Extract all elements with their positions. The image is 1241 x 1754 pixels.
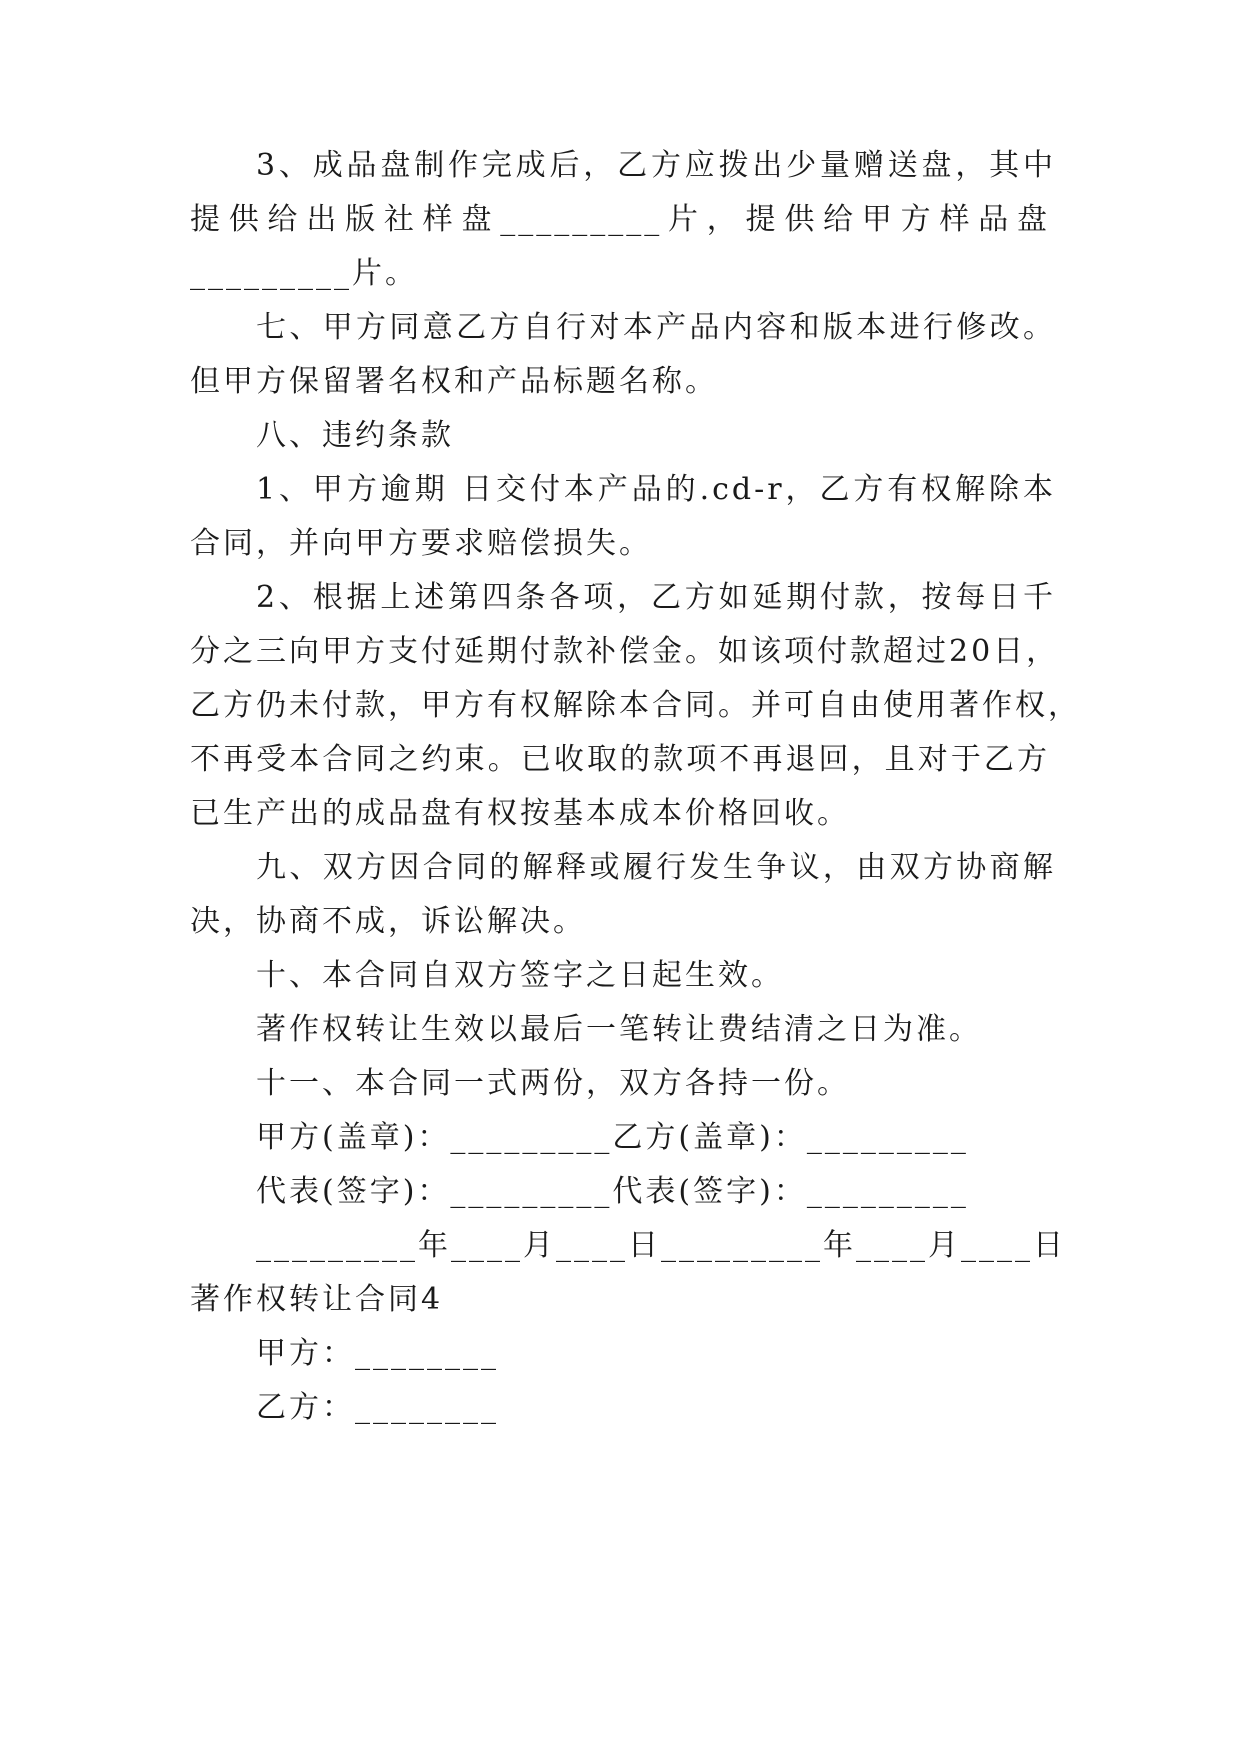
paragraph-line: 分之三向甲方支付延期付款补偿金。如该项付款超过20日， [190, 634, 1060, 669]
paragraph-line: 但甲方保留署名权和产品标题名称。 [190, 364, 718, 399]
paragraph-line: 1、甲方逾期 日交付本产品的.cd-r，乙方有权解除本 [256, 472, 1056, 507]
paragraph-line: _________片。 [190, 256, 418, 291]
party-a-line: 甲方：________ [256, 1336, 499, 1371]
paragraph-line: 提供给出版社样盘_________片，提供给甲方样品盘 [190, 202, 1050, 237]
paragraph-line: 3、成品盘制作完成后，乙方应拨出少量赠送盘，其中 [256, 148, 1056, 183]
paragraph-line: 2、根据上述第四条各项，乙方如延期付款，按每日千 [256, 580, 1056, 615]
paragraph-line: 十、本合同自双方签字之日起生效。 [256, 958, 784, 993]
signature-date-line: _________年____月____日_________年____月____日 [256, 1228, 1066, 1263]
paragraph-line: 已生产出的成品盘有权按基本成本价格回收。 [190, 796, 850, 831]
section-heading: 八、违约条款 [256, 418, 454, 453]
paragraph-line: 乙方仍未付款，甲方有权解除本合同。并可自由使用著作权， [190, 688, 1081, 723]
signature-line-representative: 代表(签字)：_________代表(签字)：_________ [256, 1174, 969, 1209]
paragraph-line: 九、双方因合同的解释或履行发生争议，由双方协商解 [256, 850, 1056, 885]
paragraph-line: 合同，并向甲方要求赔偿损失。 [190, 526, 652, 561]
paragraph-line: 十一、本合同一式两份，双方各持一份。 [256, 1066, 850, 1101]
signature-line-seal: 甲方(盖章)：_________乙方(盖章)：_________ [256, 1120, 969, 1155]
paragraph-line: 七、甲方同意乙方自行对本产品内容和版本进行修改。 [256, 310, 1056, 345]
document-title: 著作权转让合同4 [190, 1282, 444, 1317]
paragraph-line: 著作权转让生效以最后一笔转让费结清之日为准。 [256, 1012, 982, 1047]
party-b-line: 乙方：________ [256, 1390, 499, 1425]
paragraph-line: 决，协商不成，诉讼解决。 [190, 904, 586, 939]
paragraph-line: 不再受本合同之约束。已收取的款项不再退回，且对于乙方 [190, 742, 1050, 777]
